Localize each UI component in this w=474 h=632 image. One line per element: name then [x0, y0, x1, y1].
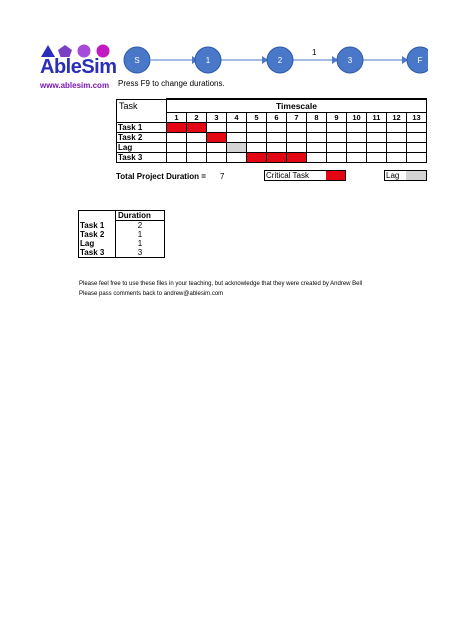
gantt-chart: [116, 98, 427, 163]
gantt-period: 10: [347, 113, 367, 123]
gantt-empty-cell: [407, 153, 427, 163]
gantt-period: 9: [327, 113, 347, 123]
durations-row-label: Task 1: [79, 221, 116, 231]
gantt-empty-cell: [347, 143, 367, 153]
gantt-period: 11: [367, 113, 387, 123]
gantt-lag-cell: [227, 143, 247, 153]
gantt-row: [117, 143, 427, 153]
gantt-empty-cell: [367, 133, 387, 143]
gantt-row: [117, 153, 427, 163]
instruction-text: Press F9 to change durations.: [118, 79, 225, 88]
gantt-empty-cell: [167, 143, 187, 153]
gantt-empty-cell: [407, 123, 427, 133]
gantt-empty-cell: [347, 133, 367, 143]
durations-row-value[interactable]: 1: [116, 230, 165, 239]
gantt-period: 5: [247, 113, 267, 123]
durations-row-value[interactable]: 1: [116, 239, 165, 248]
gantt-empty-cell: [167, 133, 187, 143]
gantt-empty-cell: [187, 143, 207, 153]
gantt-empty-cell: [387, 153, 407, 163]
total-duration-value: 7: [220, 172, 225, 181]
gantt-empty-cell: [267, 123, 287, 133]
gantt-period: 7: [287, 113, 307, 123]
gantt-empty-cell: [247, 143, 267, 153]
gantt-header-row: [117, 99, 427, 113]
node-1: [195, 47, 221, 73]
gantt-empty-cell: [347, 153, 367, 163]
gantt-row-label: Task 3: [117, 153, 167, 163]
node-label: 2: [277, 56, 283, 65]
contact-note: Please pass comments back to andrew@ablesim.com: [79, 291, 224, 297]
gantt-empty-cell: [387, 133, 407, 143]
gantt-empty-cell: [327, 133, 347, 143]
gantt-critical-cell: [207, 133, 227, 143]
gantt-empty-cell: [367, 143, 387, 153]
durations-header-row: [79, 211, 165, 221]
gantt-empty-cell: [287, 123, 307, 133]
gantt-empty-cell: [267, 133, 287, 143]
legend-critical-label: Critical Task: [266, 171, 309, 180]
gantt-period: 6: [267, 113, 287, 123]
legend-lag-swatch: [406, 171, 426, 180]
node-s: [124, 47, 150, 73]
durations-row-value[interactable]: 3: [116, 248, 165, 258]
gantt-empty-cell: [167, 153, 187, 163]
gantt-row-label: Task 2: [117, 133, 167, 143]
gantt-empty-cell: [327, 153, 347, 163]
node-label: S: [134, 56, 140, 65]
durations-row: [79, 221, 165, 231]
gantt-period: 4: [227, 113, 247, 123]
usage-note: Please feel free to use these files in your teaching, but acknowledge that they were created by Andrew Bell: [79, 281, 363, 287]
gantt-empty-cell: [227, 133, 247, 143]
gantt-period: 12: [387, 113, 407, 123]
durations-header: Duration: [116, 211, 165, 221]
durations-corner-cell: [79, 211, 116, 221]
gantt-corner-cell: [117, 113, 167, 123]
durations-row-label: Lag: [79, 239, 116, 248]
gantt-empty-cell: [347, 123, 367, 133]
gantt-period: 2: [187, 113, 207, 123]
total-duration-label: Total Project Duration =: [116, 172, 206, 181]
gantt-empty-cell: [387, 143, 407, 153]
gantt-critical-cell: [167, 123, 187, 133]
gantt-empty-cell: [287, 133, 307, 143]
gantt-empty-cell: [367, 153, 387, 163]
gantt-empty-cell: [187, 133, 207, 143]
legend-lag-label: Lag: [386, 171, 400, 180]
gantt-empty-cell: [307, 143, 327, 153]
gantt-row-label: Lag: [117, 143, 167, 153]
durations-row: [79, 248, 165, 258]
gantt-empty-cell: [207, 143, 227, 153]
gantt-task-header: Task: [117, 99, 167, 113]
network-diagram: [118, 46, 428, 76]
gantt-critical-cell: [247, 153, 267, 163]
gantt-empty-cell: [207, 153, 227, 163]
durations-row-label: Task 2: [79, 230, 116, 239]
gantt-critical-cell: [187, 123, 207, 133]
gantt-empty-cell: [207, 123, 227, 133]
gantt-empty-cell: [307, 133, 327, 143]
node-label: F: [417, 56, 423, 65]
durations-row-value[interactable]: 2: [116, 221, 165, 231]
float-label: 1: [312, 48, 317, 57]
node-2: [267, 47, 293, 73]
durations-row: [79, 239, 165, 248]
gantt-empty-cell: [247, 133, 267, 143]
node-3: [337, 47, 363, 73]
gantt-timescale-header: Timescale: [167, 99, 427, 113]
gantt-period: 1: [167, 113, 187, 123]
node-label: 1: [205, 56, 211, 65]
durations-row-label: Task 3: [79, 248, 116, 258]
gantt-empty-cell: [227, 153, 247, 163]
gantt-empty-cell: [287, 143, 307, 153]
gantt-empty-cell: [247, 123, 267, 133]
gantt-empty-cell: [367, 123, 387, 133]
logo-url[interactable]: www.ablesim.com: [40, 81, 110, 90]
legend-critical-swatch: [326, 171, 345, 180]
gantt-critical-cell: [287, 153, 307, 163]
gantt-empty-cell: [407, 143, 427, 153]
durations-row: [79, 230, 165, 239]
gantt-period: 3: [207, 113, 227, 123]
node-label: 3: [347, 56, 353, 65]
gantt-empty-cell: [387, 123, 407, 133]
gantt-row: [117, 123, 427, 133]
gantt-empty-cell: [187, 153, 207, 163]
node-f: [407, 47, 428, 73]
gantt-empty-cell: [327, 143, 347, 153]
gantt-empty-cell: [267, 143, 287, 153]
gantt-period: 13: [407, 113, 427, 123]
gantt-empty-cell: [327, 123, 347, 133]
gantt-columns-row: [117, 113, 427, 123]
gantt-row: [117, 133, 427, 143]
gantt-empty-cell: [307, 123, 327, 133]
gantt-empty-cell: [227, 123, 247, 133]
gantt-empty-cell: [307, 153, 327, 163]
logo-wordmark: AbleSim: [40, 56, 117, 78]
durations-table: [78, 210, 165, 258]
gantt-critical-cell: [267, 153, 287, 163]
gantt-period: 8: [307, 113, 327, 123]
gantt-row-label: Task 1: [117, 123, 167, 133]
gantt-empty-cell: [407, 133, 427, 143]
